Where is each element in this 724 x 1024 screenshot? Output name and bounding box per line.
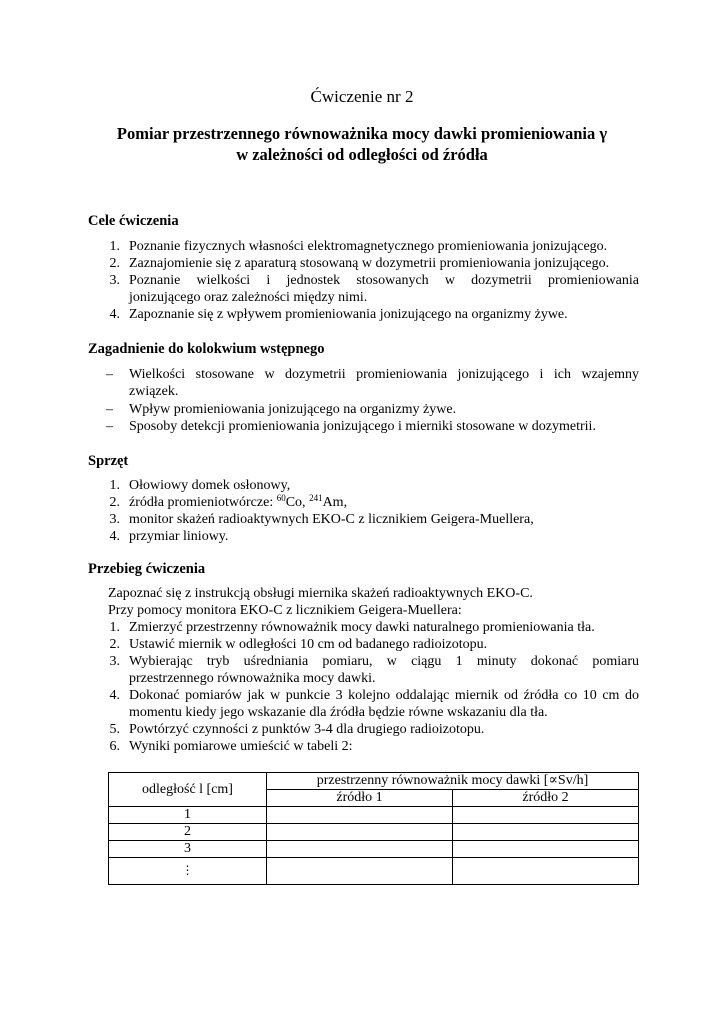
- procedure-intro-1: Zapoznać się z instrukcją obsługi miernika skażeń radioaktywnych EKO-C.: [108, 586, 533, 601]
- goal-1-number: 1.: [109, 239, 120, 254]
- step-5-number: 5.: [109, 722, 120, 737]
- colloquium-item-2: Wpływ promieniowania jonizującego na organizmy żywe.: [129, 402, 457, 417]
- distance-cell: 2: [109, 824, 267, 841]
- am-mass-number: 241: [309, 493, 323, 503]
- step-4-text-line-2: momentu kiedy jego wskazanie dla źródła będzie równe wskazaniu dla tła.: [129, 705, 548, 720]
- equipment-2-text: [129, 494, 347, 511]
- goals-heading: Cele ćwiczenia: [88, 213, 179, 229]
- step-6-number: 6.: [109, 739, 120, 754]
- step-3-number: 3.: [109, 654, 120, 669]
- main-title: [60, 123, 664, 165]
- colloquium-bullet-1: –: [106, 367, 113, 382]
- step-1-text: Zmierzyć przestrzenny równoważnik mocy dawki naturalnego promieniowania tła.: [129, 620, 595, 635]
- am-symbol: Am,: [322, 495, 348, 510]
- distance-cell: 3: [109, 841, 267, 858]
- goal-3-text-line-1: Poznanie wielkości i jednostek stosowanych w dozymetrii promieniowania: [129, 273, 639, 288]
- colloquium-heading: Zagadnienie do kolokwium wstępnego: [88, 341, 325, 357]
- goal-4-text: Zapoznanie się z wpływem promieniowania jonizującego na organizmy żywe.: [129, 307, 568, 322]
- source-2-header: źródło 2: [453, 790, 639, 807]
- step-3-text-line-1: Wybierając tryb uśredniania pomiaru, w ciągu 1 minuty dokonać pomiaru: [129, 654, 639, 669]
- equipment-2-prefix: źródła promieniotwórcze:: [129, 495, 277, 510]
- results-table: [108, 772, 639, 885]
- table-row: [109, 807, 639, 824]
- table-header-row: [109, 773, 639, 790]
- co-symbol: Co,: [285, 495, 310, 510]
- goal-2-number: 2.: [109, 256, 120, 271]
- equipment-1-number: 1.: [109, 478, 120, 493]
- goal-4-number: 4.: [109, 307, 120, 322]
- step-3-text-line-2: przestrzennego równoważnika mocy dawki.: [129, 671, 376, 686]
- source-2-cell[interactable]: [453, 824, 639, 841]
- source-1-cell[interactable]: [267, 807, 453, 824]
- colloquium-item-1-line-1: Wielkości stosowane w dozymetrii promieniowania jonizującego i ich wzajemny: [129, 367, 639, 382]
- distance-cell-ellipsis: [109, 858, 267, 885]
- main-title-line-2: w zależności od odległości od źródła: [236, 145, 488, 164]
- source-1-header: źródło 1: [267, 790, 453, 807]
- table-row: [109, 824, 639, 841]
- distance-column-header: odległość l [cm]: [109, 773, 267, 807]
- procedure-heading: Przebieg ćwiczenia: [88, 561, 206, 577]
- source-2-cell[interactable]: [453, 841, 639, 858]
- equipment-3-text: monitor skażeń radioaktywnych EKO-C z licznikiem Geigera-Muellera,: [129, 512, 534, 527]
- step-2-number: 2.: [109, 637, 120, 652]
- source-2-cell[interactable]: [453, 807, 639, 824]
- source-1-cell[interactable]: [267, 841, 453, 858]
- colloquium-item-1-line-2: związek.: [129, 384, 179, 399]
- equipment-2-number: 2.: [109, 495, 120, 510]
- table-row: [109, 858, 639, 885]
- step-5-text: Powtórzyć czynności z punktów 3-4 dla drugiego radioizotopu.: [129, 722, 485, 737]
- equipment-3-number: 3.: [109, 512, 120, 527]
- procedure-intro-2: Przy pomocy monitora EKO-C z licznikiem Geigera-Muellera:: [108, 603, 462, 618]
- goal-1-text: Poznanie fizycznych własności elektromagnetycznego promieniowania jonizującego.: [129, 239, 608, 254]
- colloquium-bullet-2: –: [106, 402, 113, 417]
- equipment-4-text: przymiar liniowy.: [129, 529, 229, 544]
- goal-3-text-line-2: jonizującego oraz zależności między nimi.: [129, 290, 368, 305]
- exercise-number: Ćwiczenie nr 2: [310, 87, 414, 106]
- step-4-text-line-1: Dokonać pomiarów jak w punkcie 3 kolejno oddalając miernik od źródła co 10 cm do: [129, 688, 639, 703]
- source-1-cell[interactable]: [267, 858, 453, 885]
- source-2-cell[interactable]: [453, 858, 639, 885]
- source-1-cell[interactable]: [267, 824, 453, 841]
- main-title-line-1: Pomiar przestrzennego równoważnika mocy dawki promieniowania γ: [116, 124, 608, 143]
- step-1-number: 1.: [109, 620, 120, 635]
- co-mass-number: 60: [276, 493, 286, 503]
- distance-cell: 1: [109, 807, 267, 824]
- dose-rate-group-header: przestrzenny równoważnik mocy dawki [∝Sv/h]: [267, 773, 639, 790]
- equipment-1-text: Ołowiowy domek osłonowy,: [129, 478, 291, 493]
- step-4-number: 4.: [109, 688, 120, 703]
- vertical-ellipsis: ⋮: [181, 863, 194, 877]
- goal-2-text: Zaznajomienie się z aparaturą stosowaną w dozymetrii promieniowania jonizującego.: [129, 256, 610, 271]
- table-row: [109, 841, 639, 858]
- colloquium-bullet-3: –: [106, 419, 113, 434]
- equipment-4-number: 4.: [109, 529, 120, 544]
- colloquium-item-3: Sposoby detekcji promieniowania jonizującego i mierniki stosowane w dozymetrii.: [129, 419, 596, 434]
- goal-3-number: 3.: [109, 273, 120, 288]
- equipment-heading: Sprzęt: [88, 453, 129, 469]
- step-6-text: Wyniki pomiarowe umieścić w tabeli 2:: [129, 739, 353, 754]
- step-2-text: Ustawić miernik w odległości 10 cm od badanego radioizotopu.: [129, 637, 488, 652]
